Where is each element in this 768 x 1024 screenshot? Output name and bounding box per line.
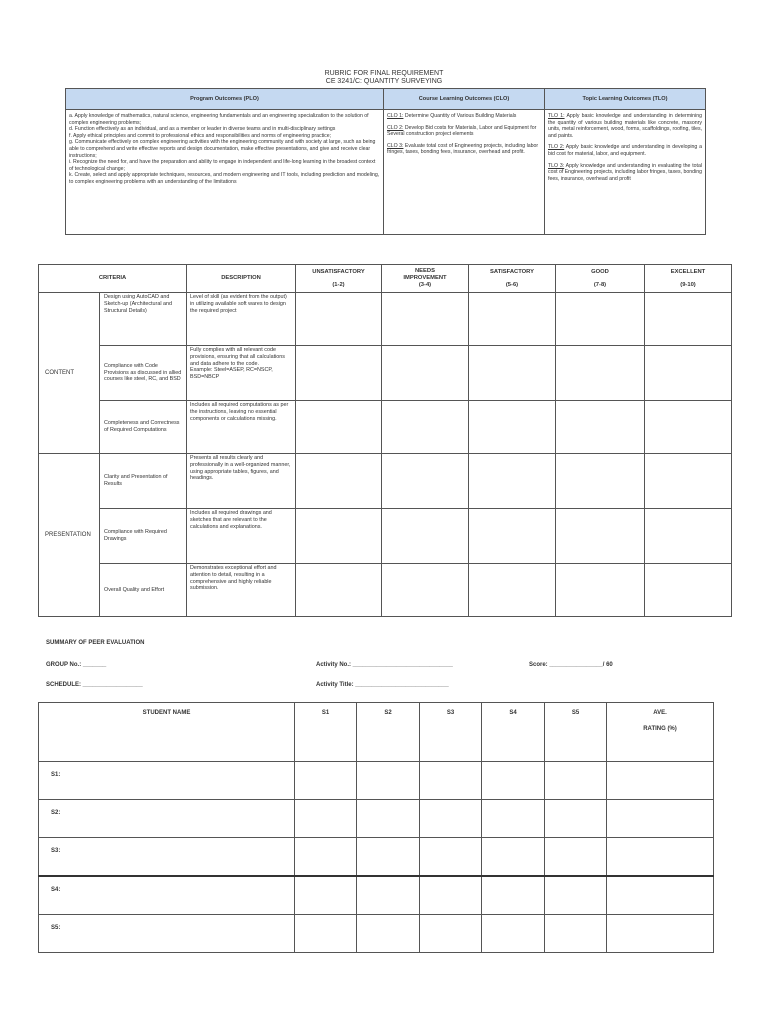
score-cell[interactable] [645,401,732,454]
score-cell[interactable] [382,346,469,401]
clo-text: Evaluate total cost of Engineering projects, including labor fringes, taxes, bonding fees, insurance, overhead and profit. [387,142,539,156]
peer-row [39,838,714,877]
tlo-text: Apply knowledge and understanding in evaluating the total cost of Engineering projects, including labor fringes, taxes, bonding fees, insurance, overhead and profit [548,162,703,182]
schedule-field[interactable]: SCHEDULE: __________________ [46,682,143,688]
clo-cell [384,110,545,235]
score-cell[interactable] [296,454,382,509]
clo-tag: CLO 2: [387,124,404,131]
summary-title: SUMMARY OF PEER EVALUATION [46,640,145,646]
level-range: (7-8) [593,281,607,288]
criteria-header: CRITERIA [39,265,187,293]
rating-cell[interactable] [545,762,607,800]
average-cell[interactable] [607,915,714,953]
s4-header: S4 [482,703,545,762]
student-label: S2: [39,800,295,838]
score-cell[interactable] [645,346,732,401]
criterion-cell: Design using AutoCAD and Sketch-up (Architectural and Structural Details) [100,293,187,346]
s5-header: S5 [545,703,607,762]
plo-item: f. Apply ethical principles and commit to professional ethics and responsibilities and norms of engineering practice; [69,132,332,139]
outcomes-table [65,88,706,235]
clo-text: Develop Bid costs for Materials, Labor and Equipment for Several construction project elements [387,124,537,138]
score-cell[interactable] [296,564,382,617]
score-cell[interactable] [382,401,469,454]
rating-label: RATING (%) [643,726,677,732]
average-cell[interactable] [607,800,714,838]
average-cell[interactable] [607,762,714,800]
rating-cell[interactable] [482,915,545,953]
score-cell[interactable] [645,293,732,346]
category-content: CONTENT [39,293,100,454]
title-line-1: RUBRIC FOR FINAL REQUIREMENT [324,70,444,77]
level-range: (3-4) [418,281,432,288]
description-cell: Level of skill (as evident from the output) in utilizing available soft wares to design the required project [187,293,296,346]
ave-label: AVE. [653,710,667,716]
rating-cell[interactable] [545,876,607,915]
score-field[interactable]: Score: ________________/ 60 [529,662,613,668]
criterion-cell: Overall Quality and Effort [100,564,187,617]
tlo-tag: TLO 2: [548,144,565,151]
activity-title-field[interactable]: Activity Title: ____________________________ [316,682,449,688]
student-label: S3: [39,838,295,877]
outcomes-header-row [66,89,706,110]
rating-cell[interactable] [357,762,420,800]
score-cell[interactable] [469,454,556,509]
peer-row [39,800,714,838]
student-label: S5: [39,915,295,953]
peer-row [39,762,714,800]
plo-header: Program Outcomes (PLO) [66,89,384,110]
rubric-row [39,564,732,617]
tlo-tag: TLO 3: [548,162,565,169]
rubric-row [39,346,732,401]
rating-cell[interactable] [545,838,607,877]
plo-item: i. Recognize the need for, and have the preparation and ability to engage in independent and life-long learning in the broadest context of technological change; [69,159,376,172]
rating-cell[interactable] [482,762,545,800]
average-cell[interactable] [607,838,714,877]
clo-item [387,113,541,120]
peer-evaluation-table [38,702,714,953]
rating-cell[interactable] [295,762,357,800]
rating-cell[interactable] [420,800,482,838]
clo-tag: CLO 3: [387,142,404,149]
score-cell[interactable] [296,509,382,564]
description-cell: Presents all results clearly and professionally in a well-organized manner, using appropriate tables, figures, and headings. [187,454,296,509]
level-name: UNSATISFACTORY [312,268,365,275]
score-cell[interactable] [645,454,732,509]
score-cell[interactable] [556,346,645,401]
score-cell[interactable] [469,564,556,617]
rubric-row [39,401,732,454]
rating-cell[interactable] [420,762,482,800]
score-cell[interactable] [556,509,645,564]
tlo-tag: TLO 1: [548,113,565,119]
ave-rating-header [607,703,714,762]
rating-cell[interactable] [545,915,607,953]
score-cell[interactable] [645,509,732,564]
plo-cell [66,110,384,235]
level-range: (1-2) [332,281,345,288]
rating-cell[interactable] [482,876,545,915]
tlo-item [548,113,702,139]
description-header: DESCRIPTION [187,265,296,293]
rating-cell[interactable] [295,800,357,838]
student-label: S4: [39,876,295,915]
score-cell[interactable] [469,509,556,564]
plo-item: d. Function effectively as an individual, and as a member or leader in diverse teams and in multi-disciplinary settings [69,126,336,133]
score-cell[interactable] [296,401,382,454]
rating-cell[interactable] [420,838,482,877]
activity-no-field[interactable]: Activity No.: ______________________________ [316,662,453,668]
level-header-unsatisfactory [296,265,382,293]
outcomes-body-row [66,110,706,235]
score-cell[interactable] [556,454,645,509]
score-cell[interactable] [382,454,469,509]
score-cell[interactable] [645,564,732,617]
level-name: NEEDS IMPROVEMENT [403,268,447,282]
s2-header: S2 [357,703,420,762]
level-name: SATISFACTORY [489,268,535,275]
rating-cell[interactable] [420,915,482,953]
group-no-field[interactable]: GROUP No.: _______ [46,662,107,668]
description-cell: Fully complies with all relevant code provisions, ensuring that all calculations and data adhere to the code. Example: Steel=ASEP, RC=NSCP, BSD=NBCP [187,346,296,401]
s3-header: S3 [420,703,482,762]
rubric-row [39,509,732,564]
score-cell[interactable] [382,293,469,346]
student-label: S1: [39,762,295,800]
rating-cell[interactable] [357,876,420,915]
rating-cell[interactable] [420,876,482,915]
level-header-needs-improvement [382,265,469,293]
category-presentation: PRESENTATION [39,454,100,617]
criterion-cell: Completeness and Correctness of Required Computations [100,401,187,454]
average-cell[interactable] [607,876,714,915]
score-cell[interactable] [469,401,556,454]
rubric-row [39,293,732,346]
criterion-cell: Compliance with Code Provisions as discussed in allied courses like steel, RC, and BSD [100,346,187,401]
score-cell[interactable] [556,293,645,346]
level-range: (9-10) [680,281,696,288]
description-cell: Demonstrates exceptional effort and attention to detail, resulting in a comprehensive and highly reliable submission. [187,564,296,617]
tlo-cell [545,110,706,235]
document-title [0,70,768,86]
level-header-satisfactory [469,265,556,293]
tlo-text: Apply basic knowledge and understanding in developing a bid cost for material, labor, and equipment. [548,144,703,157]
rating-cell[interactable] [357,800,420,838]
rating-cell[interactable] [295,838,357,877]
criterion-cell: Compliance with Required Drawings [100,509,187,564]
rubric-row [39,454,732,509]
tlo-item [548,144,702,157]
description-cell: Includes all required computations as per the instructions, leaving no essential components or calculations missing. [187,401,296,454]
description-cell: Includes all required drawings and sketches that are relevant to the calculations and explanations. [187,509,296,564]
score-cell[interactable] [556,401,645,454]
rubric-header-row [39,265,732,293]
level-header-good [556,265,645,293]
plo-item: a. Apply knowledge of mathematics, natural science, engineering fundamentals and an engineering specialization to the solution of complex engineering problems; [69,113,369,126]
clo-item [387,143,541,156]
score-cell[interactable] [469,293,556,346]
tlo-item [548,163,702,183]
plo-item: g. Communicate effectively on complex engineering activities with the engineering community and with society at large, such as being able to comprehend and write effective reports and design documentation, make effective presentations, and give and receive clear instructions; [69,139,376,159]
tlo-text: Apply basic knowledge and understanding in determining the quantity of various building materials like concrete, masonry units, metal reinforcement, wood, forms, scaffoldings, roofing, tiles, and paints. [548,113,702,139]
score-cell[interactable] [296,293,382,346]
rating-cell[interactable] [295,915,357,953]
title-line-2: CE 3241/C: QUANTITY SURVEYING [325,78,443,85]
s1-header: S1 [295,703,357,762]
level-name: EXCELLENT [670,268,706,275]
score-cell[interactable] [382,509,469,564]
level-name: GOOD [591,268,609,275]
rating-cell[interactable] [482,800,545,838]
clo-header: Course Learning Outcomes (CLO) [384,89,545,110]
peer-header-row [39,703,714,762]
student-name-header: STUDENT NAME [39,703,295,762]
rubric-table [38,264,732,617]
peer-row [39,915,714,953]
score-cell[interactable] [296,346,382,401]
score-cell[interactable] [382,564,469,617]
rating-cell[interactable] [295,876,357,915]
clo-tag: CLO 1: [387,113,404,119]
score-cell[interactable] [556,564,645,617]
level-range: (5-6) [505,281,519,288]
criterion-cell: Clarity and Presentation of Results [100,454,187,509]
peer-row [39,876,714,915]
tlo-header: Topic Learning Outcomes (TLO) [545,89,706,110]
rating-cell[interactable] [482,838,545,877]
plo-item: k. Create, select and apply appropriate techniques, resources, and modern engineering and IT tools, including prediction and modeling, to complex engineering problems with an understanding of the limitations [69,172,380,185]
level-header-excellent [645,265,732,293]
rating-cell[interactable] [357,915,420,953]
rating-cell[interactable] [357,838,420,877]
clo-text: Determine Quantity of Various Building Materials [403,113,517,119]
clo-item [387,125,541,138]
rating-cell[interactable] [545,800,607,838]
score-cell[interactable] [469,346,556,401]
